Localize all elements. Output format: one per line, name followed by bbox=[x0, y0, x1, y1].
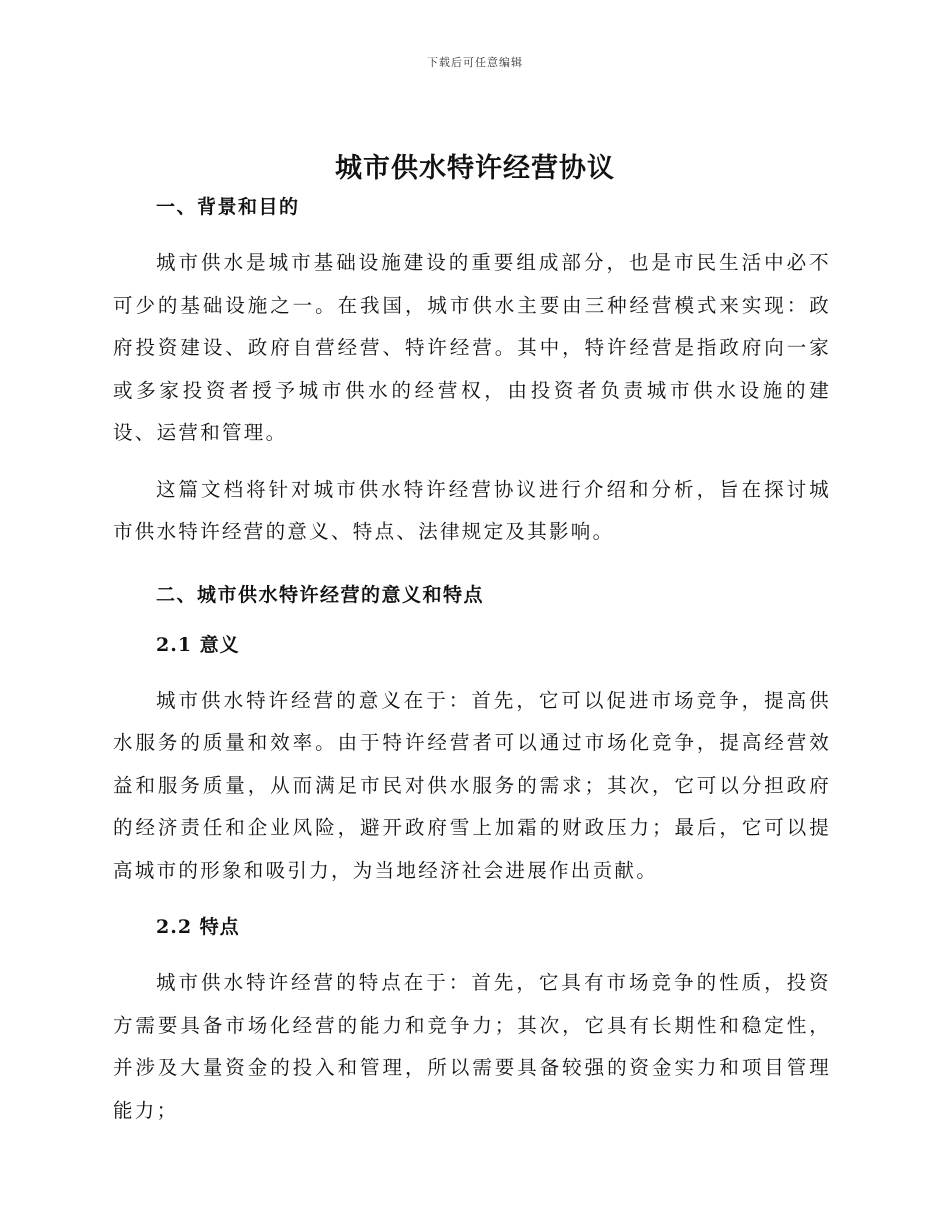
document-body bbox=[113, 192, 831, 1132]
section-2-1-paragraph: 城市供水特许经营的意义在于：首先，它可以促进市场竞争，提高供水服务的质量和效率。由于特许经营者可以通过市场化竞争，提高经营效益和服务质量，从而满足市民对供水服务的需求；其次，它可以分担政府的经济责任和企业风险，避开政府雪上加霜的财政压力；最后，它可以提高城市的形象和吸引力，为当地经济社会进展作出贡献。 bbox=[113, 688, 831, 882]
section-2-2-paragraph: 城市供水特许经营的特点在于：首先，它具有市场竞争的性质，投资方需要具备市场化经营的能力和竞争力；其次，它具有长期性和稳定性，并涉及大量资金的投入和管理，所以需要具备较强的资金实力和项目管理能力； bbox=[113, 971, 831, 1122]
document-title: 城市供水特许经营协议 bbox=[335, 153, 615, 184]
section-2-1-heading: 2.1 意义 bbox=[156, 633, 240, 656]
section-1-paragraph-1: 城市供水是城市基础设施建设的重要组成部分，也是市民生活中必不可少的基础设施之一。在我国，城市供水主要由三种经营模式来实现：政府投资建设、政府自营经营、特许经营。其中，特许经营是指政府向一家或多家投资者授予城市供水的经营权，由投资者负责城市供水设施的建设、运营和管理。 bbox=[113, 251, 831, 444]
section-2-heading: 二、城市供水特许经营的意义和特点 bbox=[156, 583, 485, 606]
section-2-2-heading: 2.2 特点 bbox=[156, 916, 240, 938]
section-1-heading: 一、背景和目的 bbox=[156, 196, 300, 218]
section-1-paragraph-2: 这篇文档将针对城市供水特许经营协议进行介绍和分析，旨在探讨城市供水特许经营的意义、特点、法律规定及其影响。 bbox=[113, 477, 831, 543]
header-note: 下载后可任意编辑 bbox=[427, 56, 523, 69]
